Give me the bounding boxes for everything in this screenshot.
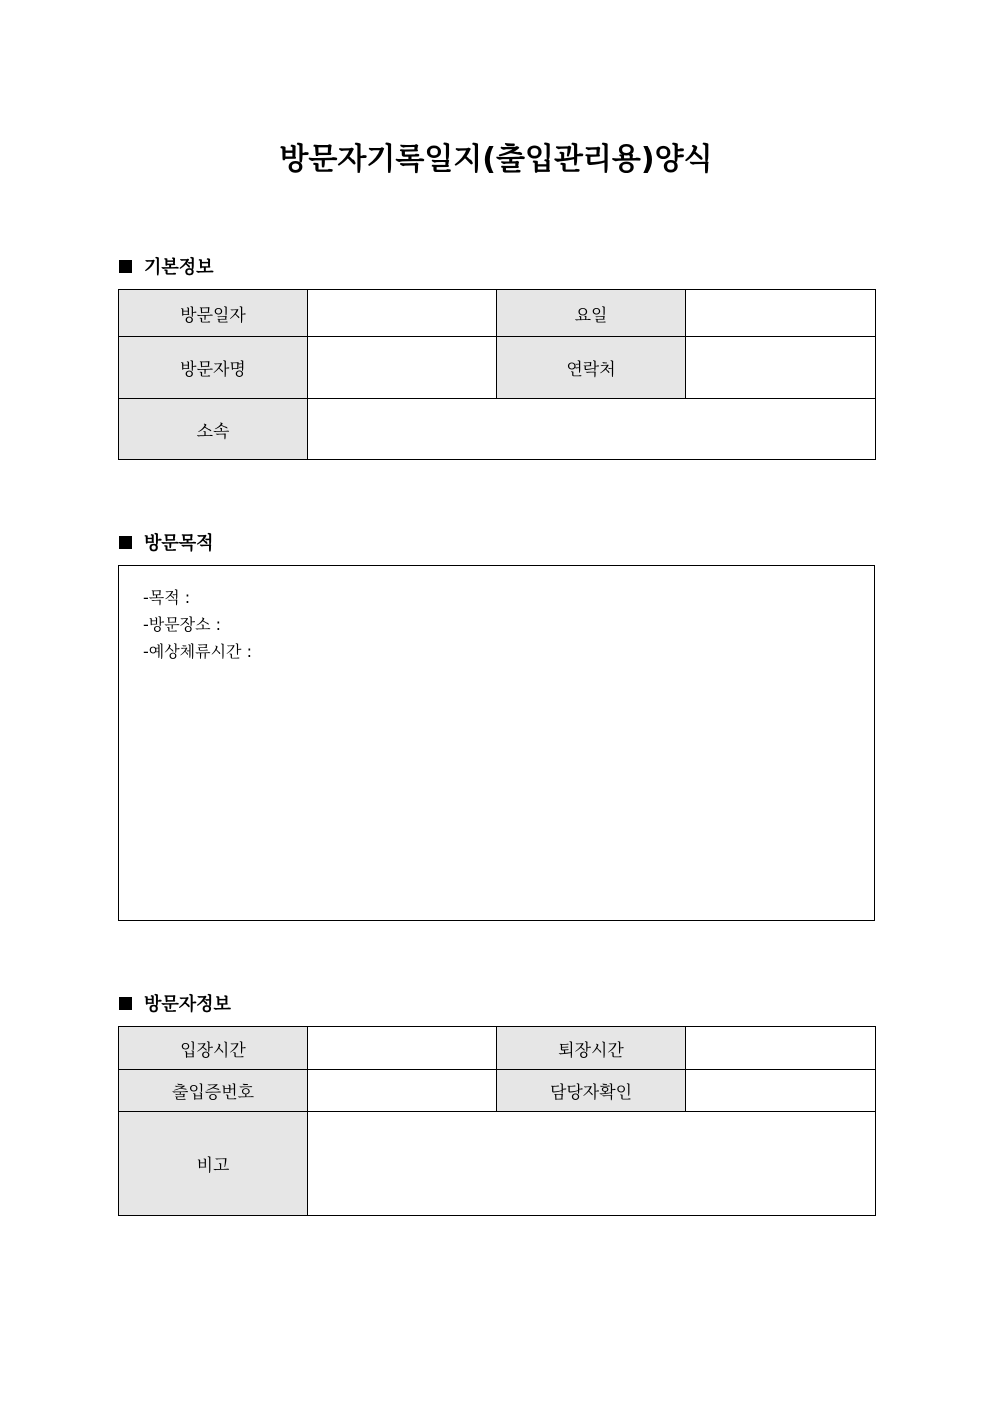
- contact-label: 연락처: [497, 337, 686, 399]
- contact-field[interactable]: [686, 337, 876, 399]
- visit-date-label: 방문일자: [119, 290, 308, 337]
- exit-time-field[interactable]: [686, 1027, 876, 1070]
- remarks-field[interactable]: [308, 1112, 876, 1216]
- entry-time-label: 입장시간: [119, 1027, 308, 1070]
- pass-number-field[interactable]: [308, 1070, 497, 1112]
- basic-info-heading: [119, 253, 214, 279]
- entry-time-field[interactable]: [308, 1027, 497, 1070]
- exit-time-label: 퇴장시간: [497, 1027, 686, 1070]
- page-title: 방문자기록일지(출입관리용)양식: [279, 142, 713, 177]
- remarks-label: 비고: [119, 1112, 308, 1216]
- expected-stay-line: -예상체류시간 :: [143, 642, 252, 661]
- basic-info-heading-text: 기본정보: [144, 257, 214, 278]
- visitor-name-field[interactable]: [308, 337, 497, 399]
- affiliation-field[interactable]: [308, 399, 876, 460]
- affiliation-label: 소속: [119, 399, 308, 460]
- visit-purpose-box[interactable]: [118, 565, 875, 921]
- visit-purpose-heading: [119, 529, 214, 555]
- purpose-line: -목적 :: [143, 588, 191, 607]
- visit-purpose-lines: [143, 584, 252, 665]
- weekday-label: 요일: [497, 290, 686, 337]
- visitor-info-heading: [119, 990, 231, 1016]
- square-bullet-icon: [119, 536, 132, 549]
- visit-date-field[interactable]: [308, 290, 497, 337]
- pass-number-label: 출입증번호: [119, 1070, 308, 1112]
- square-bullet-icon: [119, 997, 132, 1010]
- visit-purpose-heading-text: 방문목적: [144, 533, 214, 554]
- staff-confirm-field[interactable]: [686, 1070, 876, 1112]
- square-bullet-icon: [119, 260, 132, 273]
- basic-info-table: [118, 289, 876, 460]
- visitor-info-heading-text: 방문자정보: [144, 994, 231, 1015]
- weekday-field[interactable]: [686, 290, 876, 337]
- visit-place-line: -방문장소 :: [143, 615, 222, 634]
- staff-confirm-label: 담당자확인: [497, 1070, 686, 1112]
- visitor-info-table: [118, 1026, 876, 1216]
- visitor-name-label: 방문자명: [119, 337, 308, 399]
